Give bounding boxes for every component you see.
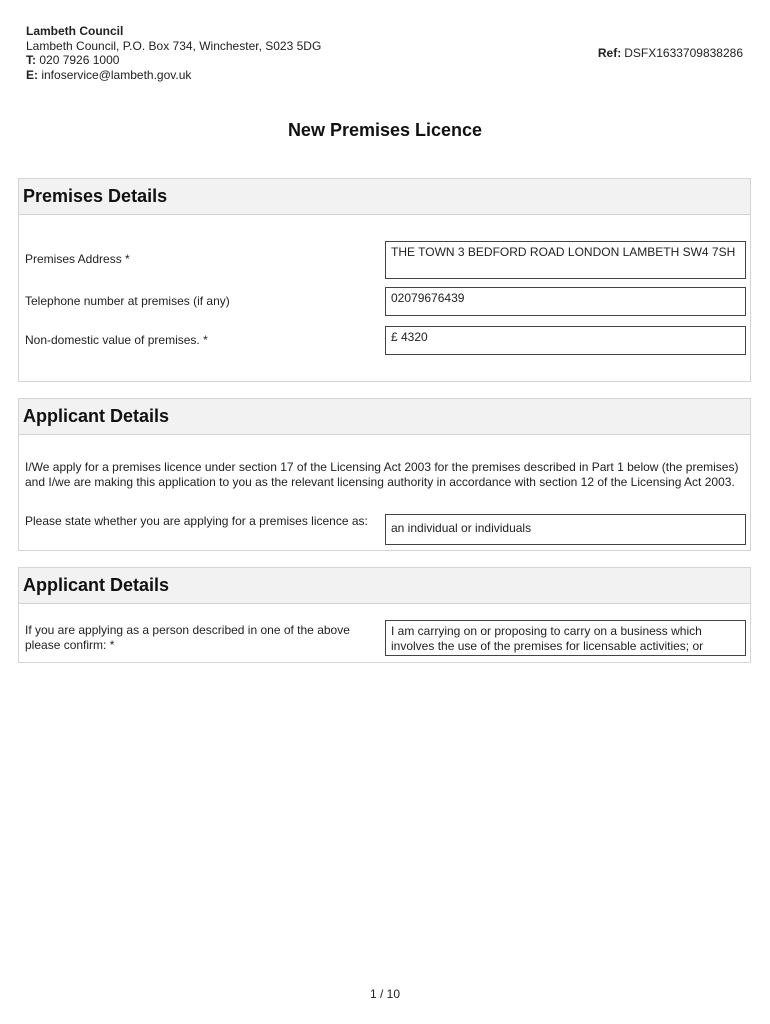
section-heading: Applicant Details: [19, 399, 750, 435]
page-number: 1 / 10: [369, 987, 401, 1001]
section-heading: Applicant Details: [19, 568, 750, 604]
organisation-details: [26, 24, 321, 82]
phone-label: T:: [26, 53, 36, 67]
ref-label: Ref:: [597, 46, 622, 60]
applicant-confirm-field[interactable]: I am carrying on or proposing to carry on a business which involves the use of the premises for licensable activities; or: [385, 620, 746, 656]
applicant-details-section: [18, 398, 751, 551]
email-label: E:: [26, 67, 38, 82]
premises-phone-label: Telephone number at premises (if any): [25, 294, 230, 308]
ref-value: DSFX1633709838286: [624, 46, 743, 60]
premises-address-label: Premises Address *: [25, 252, 130, 266]
organisation-name: Lambeth Council: [26, 24, 124, 38]
premises-details-section: [18, 178, 751, 382]
reference-number: [598, 46, 743, 60]
premises-phone-row: [25, 287, 746, 316]
organisation-email[interactable]: infoservice@lambeth.gov.uk: [41, 67, 192, 82]
premises-address-field[interactable]: THE TOWN 3 BEDFORD ROAD LONDON LAMBETH SW4 7SH: [385, 241, 746, 279]
premises-phone-field[interactable]: 02079676439: [385, 287, 746, 316]
applying-as-label: Please state whether you are applying for a premises licence as:: [25, 514, 368, 528]
document-title: New Premises Licence: [287, 120, 483, 140]
organisation-email-line: [26, 68, 321, 83]
application-statement: I/We apply for a premises licence under section 17 of the Licensing Act 2003 for the premises described in Part 1 below (the premises) and I/we are making this application to you as the relevant licensing authority in accordance with section 12 of the Licensing Act 2003.: [25, 460, 739, 489]
premises-value-field[interactable]: £ 4320: [385, 326, 746, 355]
applicant-confirm-label: If you are applying as a person described in one of the above please confirm: *: [25, 623, 350, 652]
applicant-confirm-row: [25, 620, 746, 656]
organisation-phone: 020 7926 1000: [39, 53, 120, 67]
organisation-phone-line: [26, 53, 321, 68]
premises-value-row: [25, 326, 746, 355]
organisation-address: Lambeth Council, P.O. Box 734, Winchester, S023 5DG: [26, 38, 322, 53]
section-heading: Premises Details: [19, 179, 750, 215]
applicant-details-section-2: [18, 567, 751, 663]
applying-as-field[interactable]: an individual or individuals: [385, 514, 746, 545]
premises-value-label: Non-domestic value of premises. *: [25, 333, 208, 347]
applying-as-row: [25, 514, 746, 545]
premises-address-row: [25, 241, 746, 279]
